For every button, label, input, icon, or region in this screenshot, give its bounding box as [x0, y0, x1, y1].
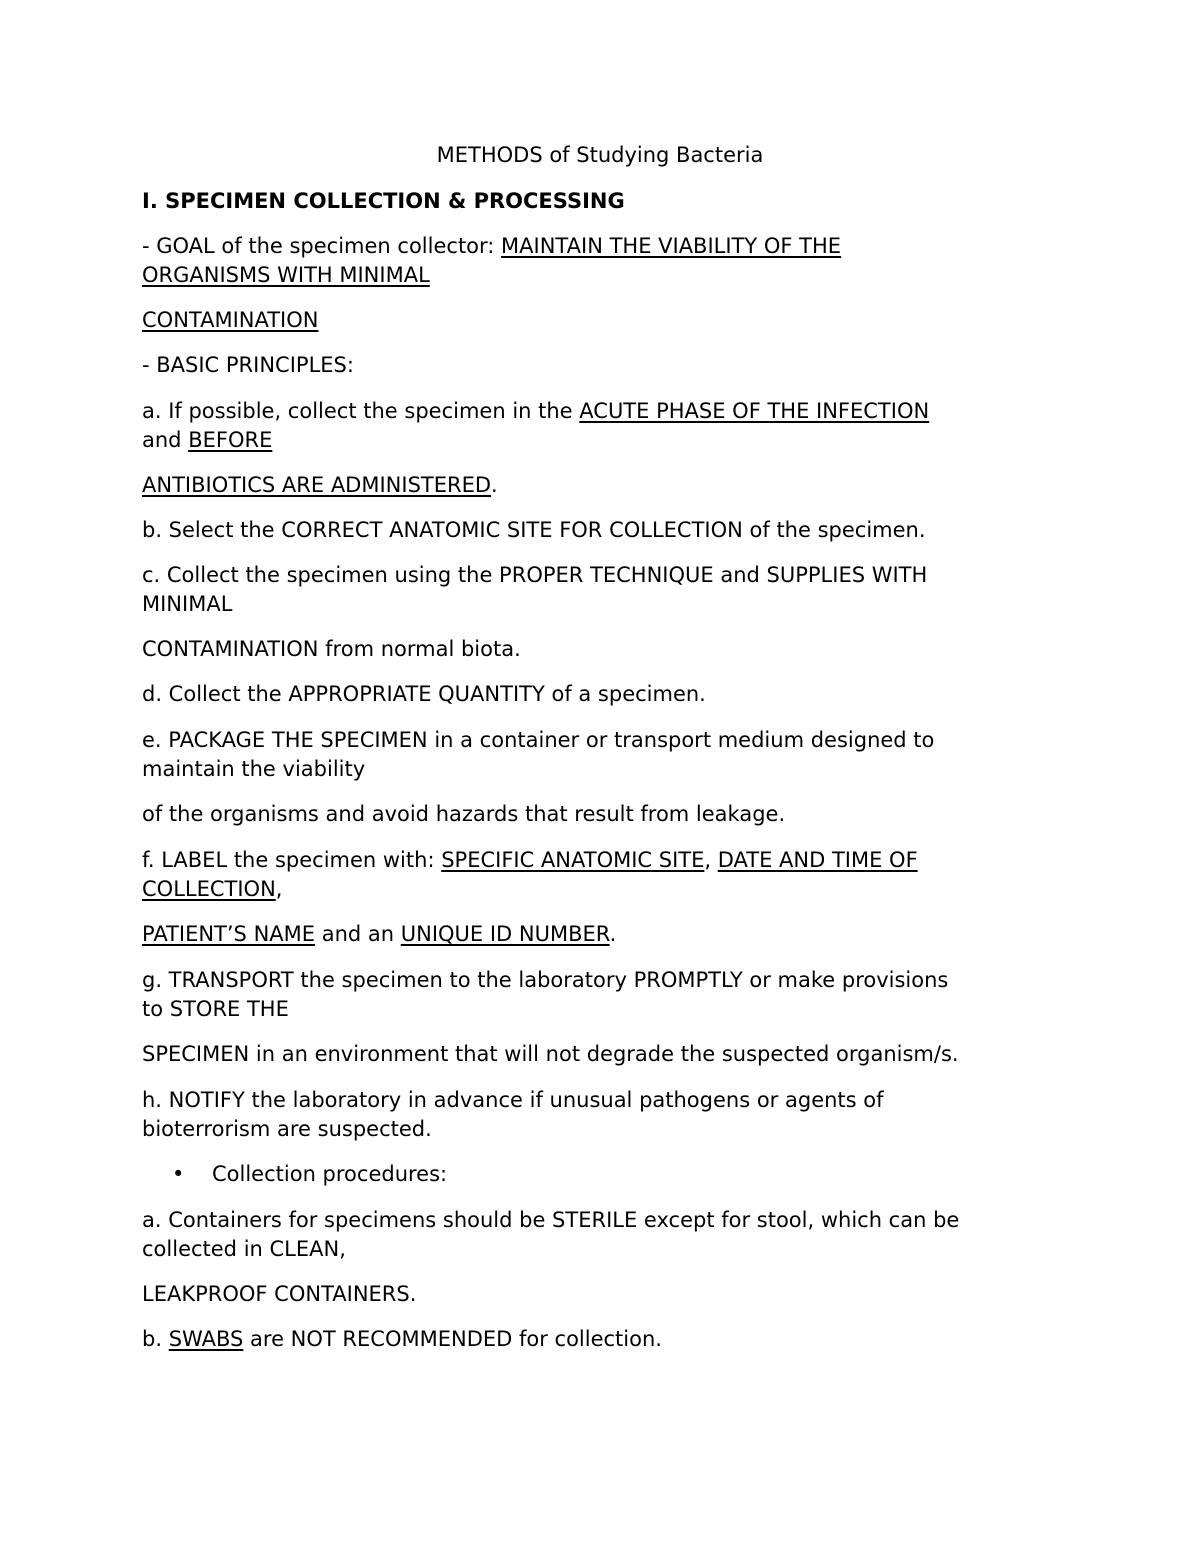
principle-f-text-3: , — [275, 877, 283, 901]
goal-underlined-3: CONTAMINATION — [142, 308, 319, 332]
principle-a-text-2: and — [142, 428, 189, 452]
principle-c-text-3: CONTAMINATION from normal biota. — [142, 637, 521, 661]
section-heading — [142, 186, 625, 216]
principle-e-line-2 — [142, 754, 365, 784]
bullet-item-text: Collection procedures: — [212, 1162, 448, 1186]
principle-f-text-5: . — [609, 922, 617, 946]
principle-a-line-3 — [142, 470, 498, 500]
title-text: METHODS of Studying Bacteria — [436, 143, 764, 167]
procedure-b-underlined: SWABS — [168, 1327, 244, 1351]
principle-e-line-3 — [142, 799, 785, 829]
principle-h-text-1: h. NOTIFY the laboratory in advance if unusual pathogens or agents of — [142, 1088, 884, 1112]
goal-prefix: - GOAL of the specimen collector: — [142, 234, 502, 258]
bullet-icon: • — [172, 1162, 185, 1186]
procedure-a-text-3: LEAKPROOF CONTAINERS. — [142, 1282, 417, 1306]
principle-d-text: d. Collect the APPROPRIATE QUANTITY of a specimen. — [142, 682, 706, 706]
principle-b-text: b. Select the CORRECT ANATOMIC SITE FOR COLLECTION of the specimen. — [142, 518, 926, 542]
goal-line-3 — [142, 305, 318, 335]
principle-f-underlined-1: SPECIFIC ANATOMIC SITE — [441, 848, 705, 872]
procedure-b — [142, 1324, 662, 1354]
principle-a-text-3: . — [491, 473, 498, 497]
goal-line-2 — [142, 260, 430, 290]
principle-c-line-3 — [142, 634, 521, 664]
basic-principles — [142, 350, 354, 380]
procedure-a-line-2 — [142, 1234, 346, 1264]
goal-underlined-1: MAINTAIN THE VIABILITY OF THE — [501, 234, 842, 258]
principle-h-line-2 — [142, 1114, 432, 1144]
goal-underlined-2: ORGANISMS WITH MINIMAL — [142, 263, 430, 287]
principle-g-text-2: to STORE THE — [142, 997, 289, 1021]
principle-c-line-2 — [142, 589, 232, 619]
procedure-a-text-2: collected in CLEAN, — [142, 1237, 346, 1261]
principle-c-text-2: MINIMAL — [142, 592, 233, 616]
principle-g-line-2 — [142, 994, 289, 1024]
principle-c-text-1: c. Collect the specimen using the PROPER TECHNIQUE and SUPPLIES WITH — [142, 563, 928, 587]
principle-f-underlined-4: PATIENT’S NAME — [142, 922, 316, 946]
principle-g-line-3 — [142, 1039, 959, 1069]
principle-a-line-1 — [142, 396, 929, 426]
principle-f-line-1 — [142, 845, 918, 875]
procedure-a-text-1: a. Containers for specimens should be STERILE except for stool, which can be — [142, 1208, 960, 1232]
principle-a-underlined-3: ANTIBIOTICS ARE ADMINISTERED — [142, 473, 492, 497]
procedure-b-text-2: are NOT RECOMMENDED for collection. — [243, 1327, 662, 1351]
principle-e-text-1: e. PACKAGE THE SPECIMEN in a container or transport medium designed to — [142, 728, 935, 752]
document-title — [0, 140, 1200, 170]
principle-f-underlined-3: COLLECTION — [142, 877, 276, 901]
principle-e-text-3: of the organisms and avoid hazards that result from leakage. — [142, 802, 786, 826]
principle-e-line-1 — [142, 725, 934, 755]
principle-g-text-1: g. TRANSPORT the specimen to the laboratory PROMPTLY or make provisions — [142, 968, 949, 992]
basic-principles-text: - BASIC PRINCIPLES: — [142, 353, 354, 377]
principle-h-text-2: bioterrorism are suspected. — [142, 1117, 432, 1141]
bullet-item — [212, 1159, 447, 1189]
principle-a-text-1: a. If possible, collect the specimen in the — [142, 399, 580, 423]
principle-a-underlined-1: ACUTE PHASE OF THE INFECTION — [579, 399, 930, 423]
principle-f-line-3 — [142, 919, 616, 949]
principle-g-line-1 — [142, 965, 948, 995]
principle-b — [142, 515, 926, 545]
procedure-a-line-1 — [142, 1205, 959, 1235]
procedure-a-line-3 — [142, 1279, 416, 1309]
principle-a-line-2 — [142, 425, 272, 455]
principle-f-line-2 — [142, 874, 282, 904]
principle-f-underlined-2: DATE AND TIME OF — [717, 848, 918, 872]
principle-f-underlined-5: UNIQUE ID NUMBER — [400, 922, 610, 946]
principle-c-line-1 — [142, 560, 927, 590]
principle-h-line-1 — [142, 1085, 884, 1115]
principle-e-text-2: maintain the viability — [142, 757, 366, 781]
procedure-b-text-1: b. — [142, 1327, 169, 1351]
principle-d — [142, 679, 706, 709]
principle-a-underlined-2: BEFORE — [188, 428, 273, 452]
principle-f-text-1: f. LABEL the specimen with: — [142, 848, 442, 872]
principle-f-text-2: , — [704, 848, 718, 872]
section-heading-text: I. SPECIMEN COLLECTION & PROCESSING — [142, 189, 625, 213]
principle-g-text-3: SPECIMEN in an environment that will not degrade the suspected organism/s. — [142, 1042, 959, 1066]
principle-f-text-4: and an — [315, 922, 401, 946]
goal-line-1 — [142, 231, 841, 261]
